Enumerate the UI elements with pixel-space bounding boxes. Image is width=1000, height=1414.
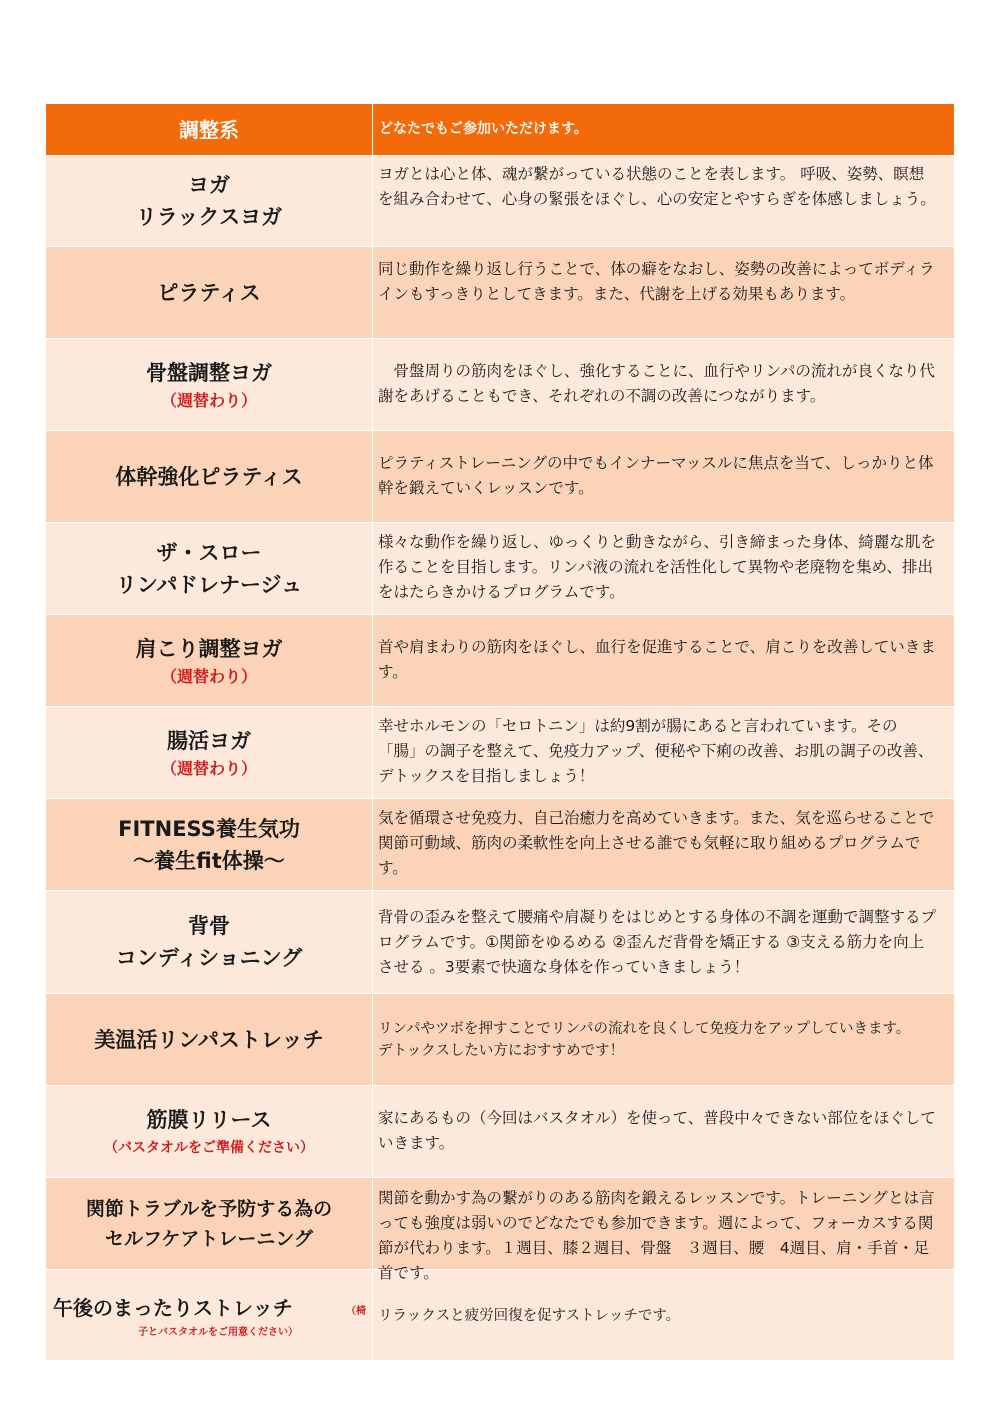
class-description: 背骨の歪みを整えて腰痛や肩凝りをはじめとする身体の不調を運動で調整するプログラムです。①関節をゆるめる ②歪んだ背骨を矯正する ③支える筋力を向上させる 。3要素で快適な身体を作っていきましょう！ bbox=[378, 908, 937, 976]
class-note: （週替わり） bbox=[160, 666, 257, 686]
class-title-line: ピラティス bbox=[157, 280, 261, 305]
class-title bbox=[46, 431, 373, 522]
class-note: （椅 bbox=[346, 1306, 366, 1317]
class-title-line: 美温活リンパストレッチ bbox=[94, 1027, 324, 1052]
class-description: 幸せホルモンの「セロトニン」は約9割が腸にあると言われています。その「腸」の調子を整えて、免疫力アップ、便秘や下痢の改善、お肌の調子の改善、デトックスを目指しましょう！ bbox=[378, 717, 934, 785]
table-row bbox=[46, 994, 954, 1086]
class-title bbox=[46, 891, 373, 993]
class-title-line: セルフケアトレーニング bbox=[104, 1227, 314, 1250]
table-row bbox=[46, 247, 954, 339]
table-row bbox=[46, 1086, 954, 1178]
class-description: ピラティストレーニングの中でもインナーマッスルに焦点を当て、しっかりと体幹を鍛えていくレッスンです。 bbox=[378, 454, 934, 497]
class-title-line: 肩こり調整ヨガ bbox=[135, 636, 283, 661]
class-title bbox=[46, 994, 373, 1085]
table-row bbox=[46, 339, 954, 431]
class-title-line: コンディショニング bbox=[115, 946, 303, 970]
class-description-line: リンパやツボを押すことでリンパの流れを良くして免疫力をアップしていきます。 bbox=[378, 1021, 911, 1037]
class-description: リラックスと疲労回復を促すストレッチです。 bbox=[378, 1308, 681, 1324]
table-row bbox=[46, 707, 954, 799]
class-description: 様々な動作を繰り返し、ゆっくりと動きながら、引き締まった身体、綺麗な肌を作ることを目指します。リンパ液の流れを活性化して異物や老廃物を集め、排出をはたらきかけるプログラムです。 bbox=[378, 533, 936, 601]
class-title bbox=[46, 1086, 373, 1177]
header-note: どなたでもご参加いただけます。 bbox=[379, 121, 588, 137]
class-title-line: ヨガ bbox=[188, 173, 230, 197]
table-row bbox=[46, 156, 954, 247]
class-note: （週替わり） bbox=[160, 758, 257, 778]
class-note: （週替わり） bbox=[160, 390, 257, 410]
table-row bbox=[46, 799, 954, 891]
class-note: （バスタオルをご準備ください） bbox=[104, 1139, 314, 1156]
class-title bbox=[46, 1270, 373, 1360]
table-row bbox=[46, 615, 954, 707]
table-row bbox=[46, 1270, 954, 1361]
table-row bbox=[46, 431, 954, 523]
header-category: 調整系 bbox=[46, 104, 373, 155]
table-row bbox=[46, 523, 954, 615]
class-description: 気を循環させ免疫力、自己治癒力を高めていきます。また、気を巡らせることで関節可動域、筋肉の柔軟性を向上させる誰でも気軽に取り組めるプログラムです。 bbox=[378, 809, 935, 877]
class-title-line: 〜養生fit体操〜 bbox=[133, 848, 285, 873]
class-title-line: 骨盤調整ヨガ bbox=[146, 360, 272, 385]
class-title bbox=[46, 339, 373, 430]
class-title-line: ザ・スロー bbox=[156, 540, 262, 565]
class-title-line: 筋膜リリース bbox=[146, 1107, 272, 1132]
class-title bbox=[46, 523, 373, 614]
class-description: 関節を動かす為の繋がりのある筋肉を鍛えるレッスンです。トレーニングとは言っても強度は弱いのでどなたでも参加できます。週によって、フォーカスする関節が代わります。１週目、膝２週目、骨盤 ３週目、腰 4週目、肩・手首・足首です。 bbox=[378, 1189, 935, 1282]
class-title bbox=[46, 707, 373, 798]
class-title-line: 午後のまったりストレッチ bbox=[53, 1296, 293, 1320]
class-title-line: FITNESS養生気功 bbox=[118, 816, 300, 841]
class-note: 子とバスタオルをご用意ください） bbox=[138, 1327, 298, 1338]
class-title bbox=[46, 247, 373, 338]
class-description: 同じ動作を繰り返し行うことで、体の癖をなおし、姿勢の改善によってボディラインもすっきりとしてきます。また、代謝を上げる効果もあります。 bbox=[378, 260, 935, 303]
class-description bbox=[373, 994, 954, 1085]
table-header-row bbox=[46, 104, 954, 156]
class-title bbox=[46, 156, 373, 246]
class-description-line: デトックスしたい方におすすめです！ bbox=[378, 1043, 625, 1059]
table-row bbox=[46, 891, 954, 994]
class-title bbox=[46, 799, 373, 890]
class-description: 首や肩まわりの筋肉をほぐし、血行を促進することで、肩こりを改善していきます。 bbox=[378, 638, 936, 681]
class-title-line: リンパドレナージュ bbox=[115, 572, 303, 597]
class-title bbox=[46, 615, 373, 706]
class-description: 家にあるもの（今回はバスタオル）を使って、普段中々できない部位をほぐしていきます。 bbox=[378, 1109, 936, 1152]
class-title-line: 体幹強化ピラティス bbox=[115, 464, 303, 489]
class-description: ヨガとは心と体、魂が繋がっている状態のことを表します。 呼吸、姿勢、瞑想を組み合わせて、心身の緊張をほぐし、心の安定とやすらぎを体感しましょう。 bbox=[378, 165, 936, 208]
class-title-line: 腸活ヨガ bbox=[167, 728, 251, 753]
table-row bbox=[46, 1178, 954, 1282]
class-title-line: 関節トラブルを予防する為の bbox=[85, 1197, 333, 1220]
class-schedule-table bbox=[46, 104, 954, 1361]
class-title-line: リラックスヨガ bbox=[135, 205, 283, 229]
class-title bbox=[46, 1178, 373, 1269]
class-title-line: 背骨 bbox=[188, 914, 230, 938]
class-description: 骨盤周りの筋肉をほぐし、強化することに、血行やリンパの流れが良くなり代謝をあげることもでき、それぞれの不調の改善につながります。 bbox=[378, 362, 935, 405]
